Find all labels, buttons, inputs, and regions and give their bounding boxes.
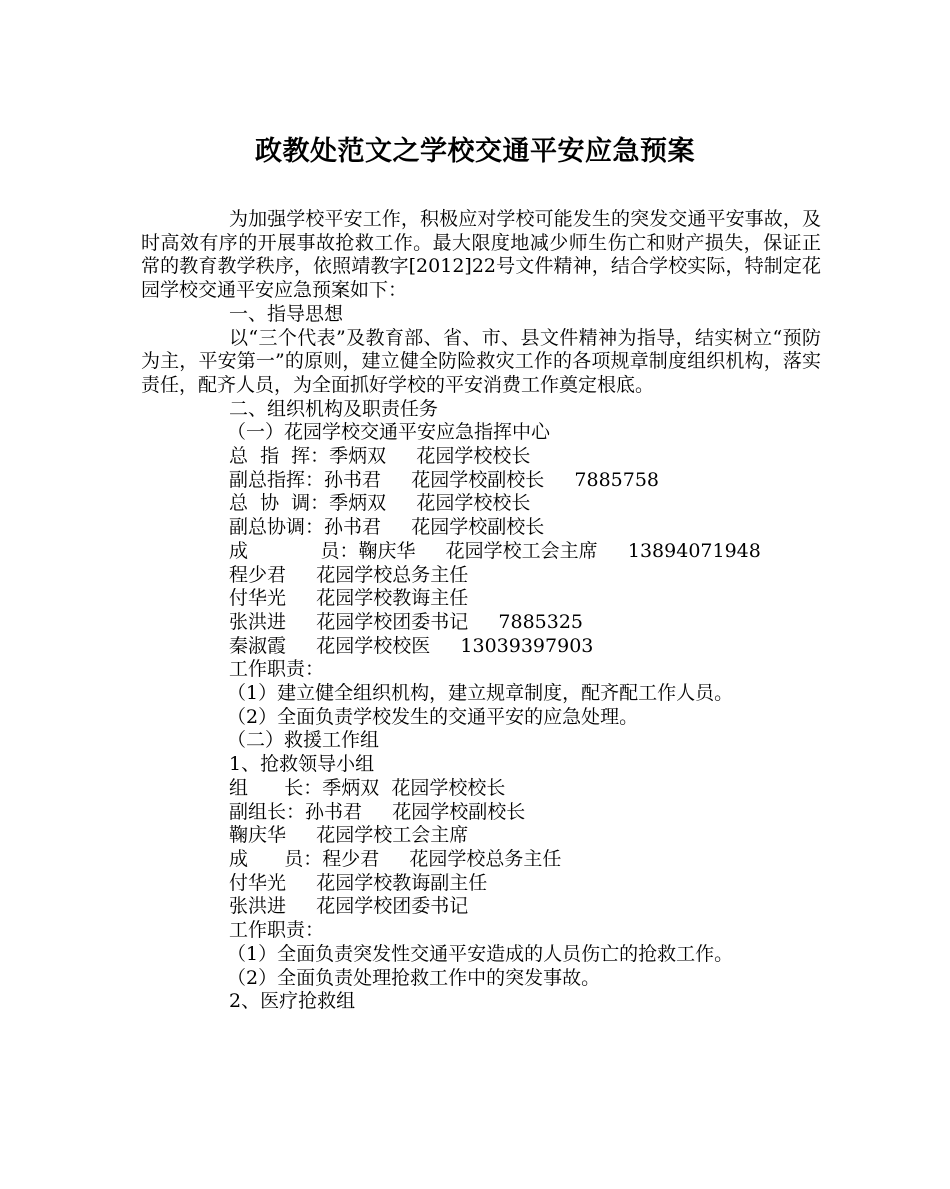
duty-item: （2）全面负责处理抢救工作中的突发事故。	[227, 966, 601, 989]
section-heading-organization: 二、组织机构及职责任务	[229, 397, 439, 420]
document-body	[141, 208, 821, 1014]
command-center-line: 秦淑霞 花园学校校医 13039397903	[229, 634, 594, 657]
rescue-group-line: 成 员：程少君 花园学校总务主任	[229, 847, 562, 870]
command-center-line: 程少君 花园学校总务主任	[229, 563, 469, 586]
section-heading-guiding-ideology: 一、指导思想	[229, 302, 344, 325]
command-center-heading: （一）花园学校交通平安应急指挥中心	[227, 421, 551, 444]
command-center-line: 张洪进 花园学校团委书记 7885325	[229, 610, 584, 633]
intro-paragraph: 为加强学校平安工作，积极应对学校可能发生的突发交通平安事故，及时高效有序的开展事故抢救工作。最大限度地减少师生伤亡和财产损失，保证正常的教育教学秩序，依照靖教字[2012]22号文件精神，结合学校实际，特制定花园学校交通平安应急预案如下：	[141, 208, 821, 302]
command-center-line: 副总协调：孙书君 花园学校副校长	[229, 516, 545, 539]
rescue-group-line: 张洪进 花园学校团委书记	[229, 895, 469, 918]
rescue-group-line: 鞠庆华 花园学校工会主席	[229, 824, 469, 847]
rescue-subgroup-heading: 2、医疗抢救组	[229, 990, 356, 1013]
duty-heading: 工作职责：	[229, 919, 325, 942]
duty-heading: 工作职责：	[229, 658, 325, 681]
guiding-ideology-paragraph: 以“三个代表”及教育部、省、市、县文件精神为指导，结实树立“预防为主，平安第一”的原则，建立健全防险救灾工作的各项规章制度组织机构，落实责任，配齐人员，为全面抓好学校的平安消费工作奠定根底。	[141, 326, 821, 396]
command-center-line: 成 员：鞠庆华 花园学校工会主席 13894071948	[229, 539, 761, 562]
rescue-group-heading: （二）救援工作组	[227, 729, 380, 752]
command-center-line: 总 指 挥：季炳双 花园学校校长	[229, 445, 531, 468]
document-title: 政教处范文之学校交通平安应急预案	[255, 136, 695, 167]
rescue-group-line: 付华光 花园学校教诲副主任	[229, 871, 488, 894]
command-center-line: 付华光 花园学校教诲主任	[229, 587, 469, 610]
duty-item: （2）全面负责学校发生的交通平安的应急处理。	[227, 705, 639, 728]
rescue-group-line: 副组长：孙书君 花园学校副校长	[229, 800, 526, 823]
duty-item: （1）建立健全组织机构，建立规章制度，配齐配工作人员。	[227, 682, 734, 705]
rescue-subgroup-heading: 1、抢救领导小组	[229, 753, 375, 776]
duty-item: （1）全面负责突发性交通平安造成的人员伤亡的抢救工作。	[227, 942, 734, 965]
command-center-line: 总 协 调：季炳双 花园学校校长	[229, 492, 531, 515]
rescue-group-line: 组 长：季炳双 花园学校校长	[229, 776, 506, 799]
command-center-line: 副总指挥：孙书君 花园学校副校长 7885758	[229, 468, 660, 491]
